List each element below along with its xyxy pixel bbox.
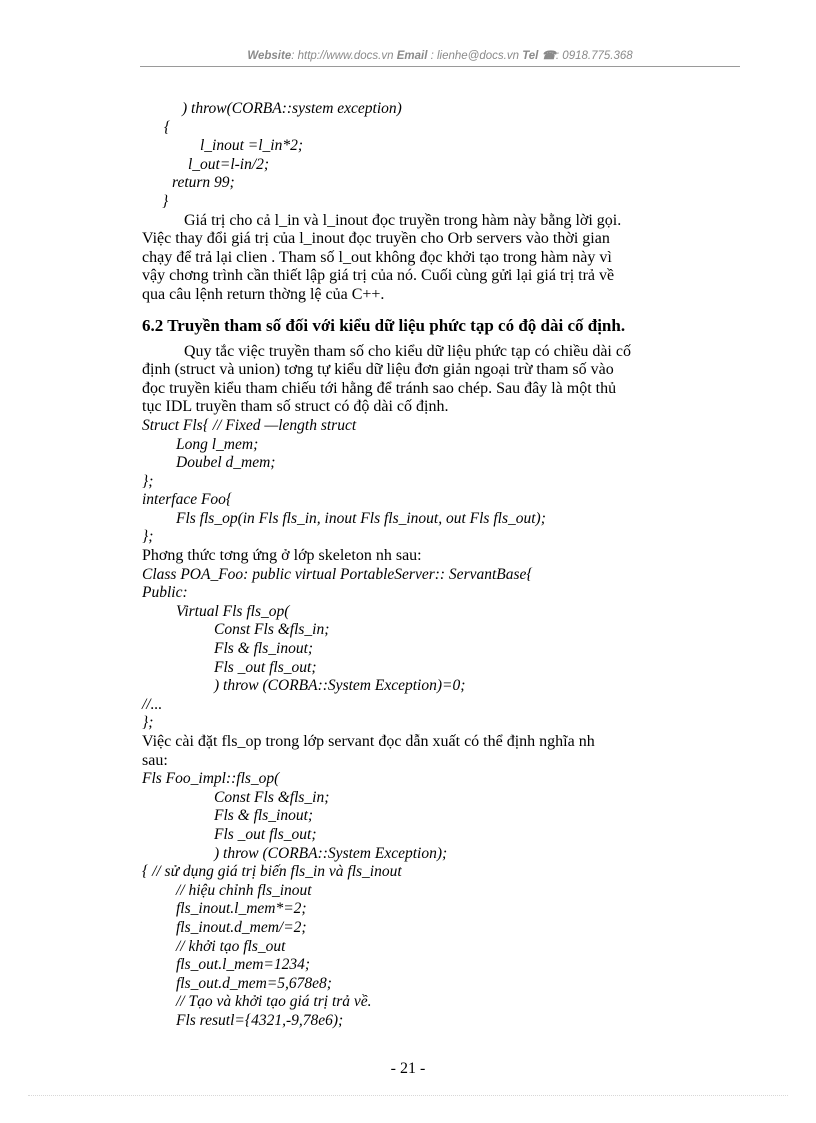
email-label: Email xyxy=(396,50,428,62)
section-heading: 6.2 Truyền tham số đối với kiểu dữ liệu phức tạp có độ dài cố định. xyxy=(142,315,626,335)
code-line: // hiệu chỉnh fls_inout xyxy=(176,881,312,899)
code-line: Const Fls &fls_in; xyxy=(214,788,330,806)
code-line: }; xyxy=(142,472,154,490)
code-line: Class POA_Foo: public virtual PortableServer:: ServantBase{ xyxy=(142,565,533,583)
code-line: Public: xyxy=(142,584,188,602)
code-line: Fls _out fls_out; xyxy=(214,825,317,843)
code-line: Struct Fls{ // Fixed —length struct xyxy=(142,416,357,434)
tel-label: Tel ☎ xyxy=(522,50,556,62)
text-line: Phơng thức tơng ứng ở lớp skeleton nh sau: xyxy=(142,547,422,565)
page-number: - 21 - xyxy=(390,1060,426,1077)
code-line: // khởi tạo fls_out xyxy=(176,937,286,955)
code-line: l_out=l-in/2; xyxy=(188,155,270,173)
code-line: Fls resutl={4321,-9,78e6); xyxy=(176,1011,344,1029)
code-line: Doubel d_mem; xyxy=(176,454,276,472)
document-body xyxy=(142,100,718,1031)
code-line: l_inout =l_in*2; xyxy=(200,137,304,155)
code-line: Fls fls_op(in Fls fls_in, inout Fls fls_inout, out Fls fls_out); xyxy=(176,509,546,527)
text-line: tục IDL truyền tham số struct có độ dài cố định. xyxy=(142,398,449,416)
code-line: }; xyxy=(142,714,154,732)
code-line: Fls Foo_impl::fls_op( xyxy=(142,770,280,788)
text-line: qua câu lệnh return thờng lệ của C++. xyxy=(142,285,385,303)
text-line: Quy tắc việc truyền tham số cho kiểu dữ liệu phức tạp có chiều dài cố xyxy=(184,342,631,360)
code-line: ) throw(CORBA::system exception) xyxy=(182,100,402,117)
text-line: Giá trị cho cả l_in và l_inout đọc truyền trong hàm này bằng lời gọi. xyxy=(184,211,622,229)
code-line: fls_inout.d_mem/=2; xyxy=(176,918,307,936)
page-header xyxy=(140,48,740,66)
text-line: sau: xyxy=(142,751,168,769)
text-line: Việc cài đặt fls_op trong lớp servant đọc dẫn xuất có thể định nghĩa nh xyxy=(142,733,595,750)
code-line: { xyxy=(164,118,171,136)
code-line: } xyxy=(162,192,169,210)
code-line: Fls _out fls_out; xyxy=(214,658,317,676)
code-line: return 99; xyxy=(172,174,235,192)
code-line: ) throw (CORBA::System Exception); xyxy=(214,844,448,862)
code-line: interface Foo{ xyxy=(142,491,233,509)
text-line: vậy chơng trình cần thiết lập giá trị của nó. Cuối cùng gửi lại giá trị trả về xyxy=(142,267,615,285)
code-line: Fls & fls_inout; xyxy=(214,807,314,825)
email-value: : lienhe@docs.vn xyxy=(430,50,519,62)
text-line: chạy để trả lại clien . Tham số l_out không đọc khởi tạo trong hàm này vì xyxy=(142,248,612,266)
website-label: Website xyxy=(247,50,292,62)
code-line: fls_out.d_mem=5,678e8; xyxy=(176,974,332,992)
tel-value: : 0918.775.368 xyxy=(555,50,633,62)
code-line: Const Fls &fls_in; xyxy=(214,621,330,639)
code-line: ) throw (CORBA::System Exception)=0; xyxy=(214,677,466,695)
code-line: Long l_mem; xyxy=(176,435,259,453)
text-line: đọc truyền kiểu tham chiếu tới hằng để tránh sao chép. Sau đây là một thủ xyxy=(142,379,617,397)
code-line: //... xyxy=(142,695,163,713)
website-value: : http://www.docs.vn xyxy=(291,50,394,62)
code-line: { // sử dụng giá trị biến fls_in và fls_inout xyxy=(142,863,402,881)
text-line: Việc thay đổi giá trị của l_inout đọc truyền cho Orb servers vào thời gian xyxy=(142,230,610,248)
header-divider xyxy=(140,66,740,67)
text-line: định (struct và union) tơng tự kiểu dữ liệu đơn giản ngoại trừ tham số vào xyxy=(142,361,614,379)
code-line: }; xyxy=(142,528,154,546)
code-line: fls_inout.l_mem*=2; xyxy=(176,900,307,918)
code-line: Virtual Fls fls_op( xyxy=(176,602,290,620)
code-line: fls_out.l_mem=1234; xyxy=(176,956,311,974)
bottom-divider xyxy=(28,1095,788,1096)
code-line: // Tạo và khởi tạo giá trị trả về. xyxy=(176,993,372,1011)
code-line: Fls & fls_inout; xyxy=(214,640,314,658)
